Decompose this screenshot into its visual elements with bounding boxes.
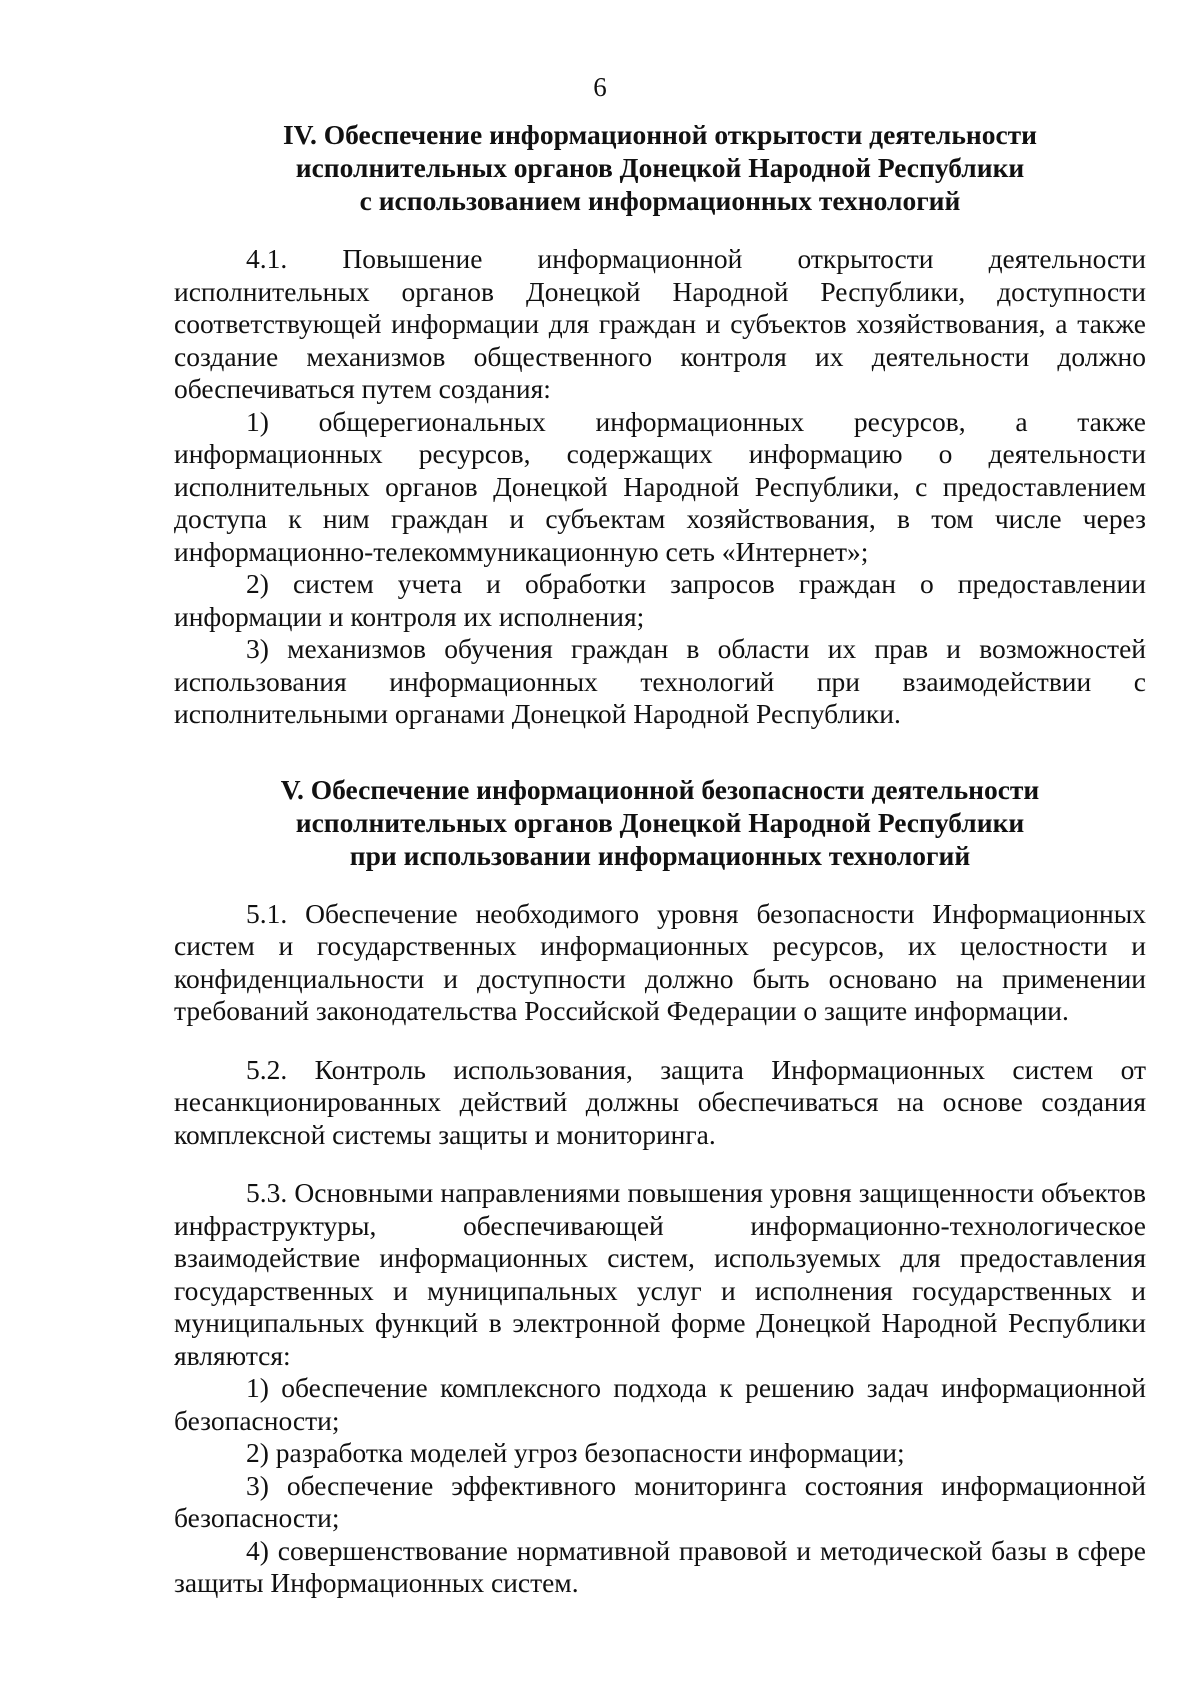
heading-line: с использованием информационных технологий bbox=[359, 185, 961, 216]
list-item: 1) обеспечение комплексного подхода к решению задач информационной безопасности; bbox=[174, 1372, 1146, 1436]
heading-line: исполнительных органов Донецкой Народной Республики bbox=[295, 152, 1025, 183]
list-item: 2) систем учета и обработки запросов граждан о предоставлении информации и контроля их исполнения; bbox=[174, 568, 1146, 632]
section-4-heading bbox=[174, 118, 1146, 217]
document-body bbox=[174, 118, 1146, 1600]
list-item: 3) обеспечение эффективного мониторинга состояния информационной безопасности; bbox=[174, 1469, 1146, 1533]
paragraph-4-1: 4.1. Повышение информационной открытости деятельности исполнительных органов Донецкой Народной Республики, доступности соответствующей информации для граждан и субъектов хозяйствования, а также создание механизмов общественного контроля их деятельности должно обеспечиваться путем создания: bbox=[174, 243, 1146, 404]
section-5-heading bbox=[174, 773, 1146, 872]
page-number: 6 bbox=[593, 72, 607, 102]
paragraph-5-3: 5.3. Основными направлениями повышения уровня защищенности объектов инфраструктуры, обеспечивающей информационно-технологическое взаимодействие информационных систем, используемых для предоставления государственных и муниципальных услуг и исполнения государственных и муниципальных функций в электронной форме Донецкой Народной Республики являются: bbox=[174, 1177, 1146, 1371]
heading-line: при использовании информационных технологий bbox=[349, 839, 971, 871]
list-item: 1) общерегиональных информационных ресурсов, а также информационных ресурсов, содержащих информацию о деятельности исполнительных органов Донецкой Народной Республики, с предоставлением доступа к ним граждан и субъектам хозяйствования, в том числе через информационно-телекоммуникационную сеть «Интернет»; bbox=[174, 405, 1146, 567]
paragraph-5-2: 5.2. Контроль использования, защита Информационных систем от несанкционированных действий должны обеспечиваться на основе создания комплексной системы защиты и мониторинга. bbox=[174, 1053, 1146, 1150]
heading-line: исполнительных органов Донецкой Народной Республики bbox=[295, 806, 1025, 838]
list-item: 4) совершенствование нормативной правовой и методической базы в сфере защиты Информационных систем. bbox=[174, 1534, 1146, 1598]
list-item: 3) механизмов обучения граждан в области их прав и возможностей использования информационных технологий при взаимодействии с исполнительными органами Донецкой Народной Республики. bbox=[174, 633, 1146, 729]
heading-line: IV. Обеспечение информационной открытости деятельности bbox=[282, 119, 1038, 150]
list-item: 2) разработка моделей угроз безопасности информации; bbox=[246, 1437, 905, 1468]
heading-line: V. Обеспечение информационной безопасности деятельности bbox=[280, 773, 1040, 805]
paragraph-5-1: 5.1. Обеспечение необходимого уровня безопасности Информационных систем и государственных информационных ресурсов, их целостности и конфиденциальности и доступности должно быть основано на применении требований законодательства Российской Федерации о защите информации. bbox=[174, 897, 1146, 1026]
